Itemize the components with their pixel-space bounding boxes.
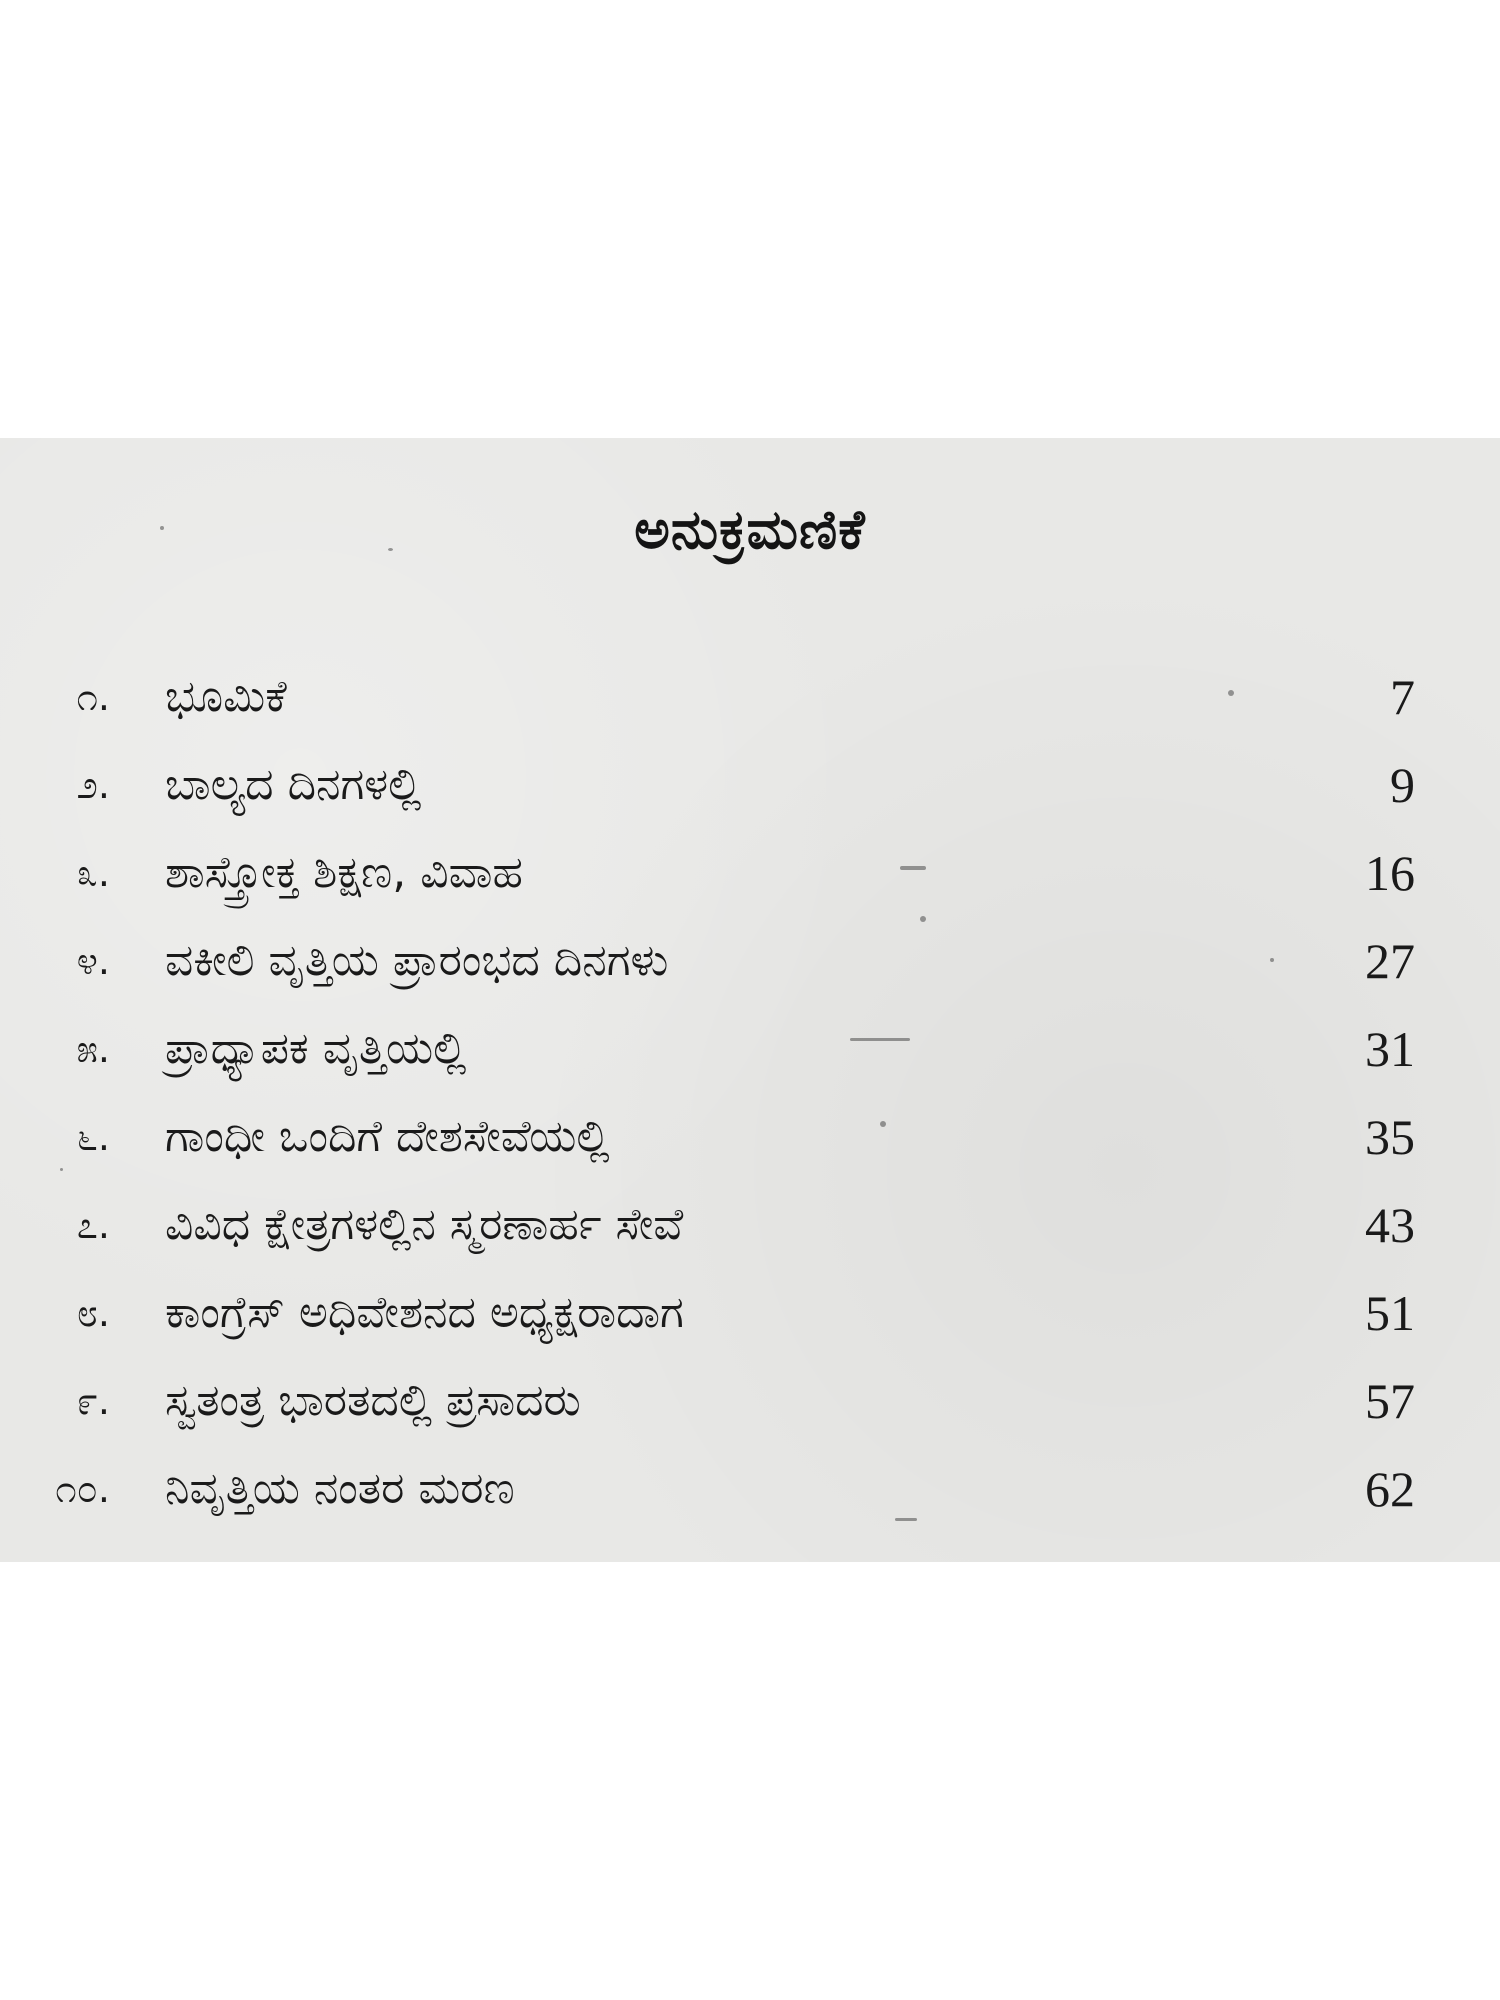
toc-entry-title: ಸ್ವತಂತ್ರ ಭಾರತದಲ್ಲಿ ಪ್ರಸಾದರು bbox=[165, 1375, 581, 1426]
scan-speck bbox=[1228, 690, 1234, 696]
toc-entry-title: ಶಾಸ್ತ್ರೋಕ್ತ ಶಿಕ್ಷಣ, ವಿವಾಹ bbox=[165, 847, 523, 898]
toc-entry-page: 16 bbox=[1365, 845, 1415, 901]
toc-entry bbox=[0, 1445, 1500, 1533]
toc-entry-number: ೪. bbox=[76, 939, 110, 983]
scan-speck bbox=[160, 526, 164, 530]
toc-entry-page: 7 bbox=[1390, 669, 1415, 725]
toc-entry-number: ೩. bbox=[76, 851, 110, 895]
toc-entry-title: ನಿವೃತ್ತಿಯ ನಂತರ ಮರಣ bbox=[165, 1463, 515, 1514]
toc-entry-page: 31 bbox=[1365, 1021, 1415, 1077]
toc-entry-number: ೨. bbox=[76, 763, 110, 807]
toc-entry-page: 62 bbox=[1365, 1461, 1415, 1517]
toc-entry bbox=[0, 1005, 1500, 1093]
toc-entry-page: 43 bbox=[1365, 1197, 1415, 1253]
toc-entry bbox=[0, 1181, 1500, 1269]
scanned-page bbox=[0, 438, 1500, 1562]
toc-entry-title: ಪ್ರಾಧ್ಯಾಪಕ ವೃತ್ತಿಯಲ್ಲಿ bbox=[165, 1023, 467, 1074]
scan-speck bbox=[388, 548, 393, 551]
toc-list bbox=[0, 653, 1500, 1533]
toc-entry-title: ಗಾಂಧೀ ಒಂದಿಗೆ ದೇಶಸೇವೆಯಲ್ಲಿ bbox=[165, 1111, 610, 1162]
toc-entry bbox=[0, 829, 1500, 917]
toc-entry bbox=[0, 741, 1500, 829]
toc-entry-title: ಬಾಲ್ಯದ ದಿನಗಳಲ್ಲಿ bbox=[165, 759, 422, 810]
scan-speck bbox=[895, 1518, 917, 1521]
toc-entry-number: ೮. bbox=[76, 1291, 110, 1335]
toc-entry bbox=[0, 1093, 1500, 1181]
toc-entry bbox=[0, 653, 1500, 741]
toc-entry-page: 35 bbox=[1365, 1109, 1415, 1165]
toc-entry-page: 9 bbox=[1390, 757, 1415, 813]
toc-entry-page: 27 bbox=[1365, 933, 1415, 989]
toc-entry-page: 51 bbox=[1365, 1285, 1415, 1341]
toc-entry-number: ೫. bbox=[76, 1027, 110, 1071]
toc-title: ಅನುಕ್ರಮಣಿಕೆ bbox=[634, 498, 866, 561]
scan-speck bbox=[1270, 958, 1274, 962]
toc-entry-title: ವಿವಿಧ ಕ್ಷೇತ್ರಗಳಲ್ಲಿನ ಸ್ಮರಣಾರ್ಹ ಸೇವೆ bbox=[165, 1199, 684, 1250]
toc-entry bbox=[0, 1269, 1500, 1357]
toc-entry bbox=[0, 1357, 1500, 1445]
scan-speck bbox=[920, 916, 926, 922]
toc-entry-title: ಭೂಮಿಕೆ bbox=[165, 671, 287, 722]
toc-entry-title: ಕಾಂಗ್ರೆಸ್ ಅಧಿವೇಶನದ ಅಧ್ಯಕ್ಷರಾದಾಗ bbox=[165, 1287, 684, 1338]
toc-entry-number: ೬. bbox=[76, 1115, 110, 1159]
toc-entry-title: ವಕೀಲಿ ವೃತ್ತಿಯ ಪ್ರಾರಂಭದ ದಿನಗಳು bbox=[165, 935, 669, 986]
scan-speck bbox=[900, 866, 926, 870]
toc-entry-number: ೧೦. bbox=[55, 1467, 110, 1511]
scan-speck bbox=[60, 1168, 63, 1171]
scan-speck bbox=[850, 1038, 910, 1041]
toc-entry-number: ೭. bbox=[76, 1203, 110, 1247]
toc-entry bbox=[0, 917, 1500, 1005]
toc-entry-number: ೧. bbox=[76, 675, 110, 719]
scan-speck bbox=[880, 1121, 886, 1127]
toc-entry-number: ೯. bbox=[76, 1379, 110, 1423]
toc-entry-page: 57 bbox=[1365, 1373, 1415, 1429]
